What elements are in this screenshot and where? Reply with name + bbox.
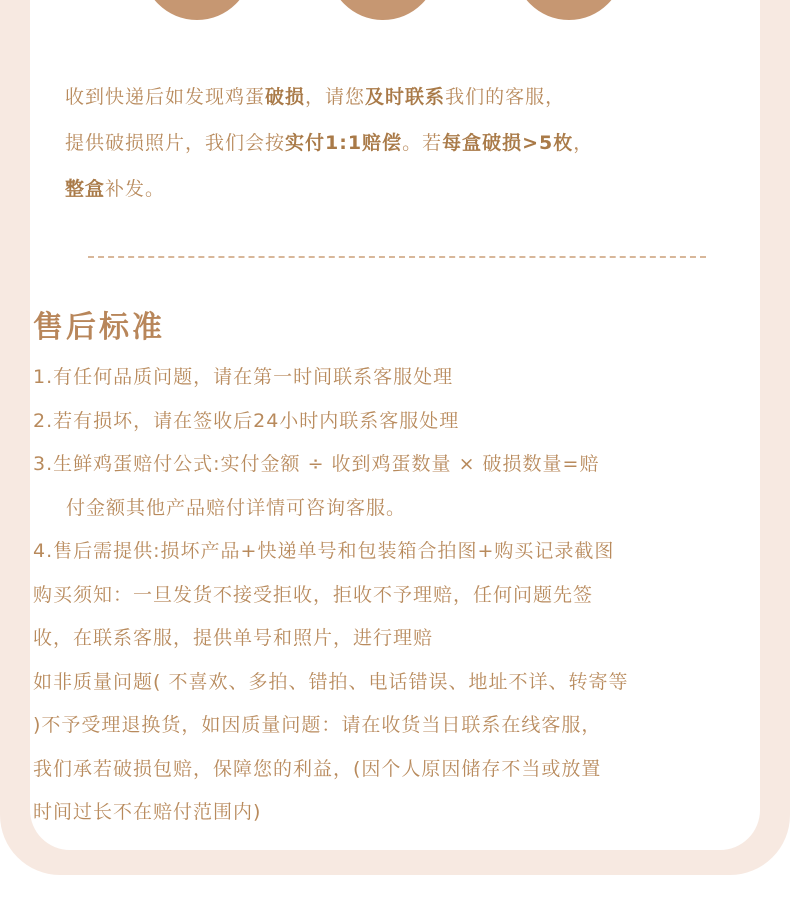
intro-bold: 破损	[265, 86, 306, 108]
intro-line-2	[65, 120, 705, 166]
rule-4: 4.售后需提供:损坏产品+快递单号和包装箱合拍图+购买记录截图	[33, 540, 615, 562]
intro-text: ，	[573, 132, 594, 154]
purchase-notice-2: 收，在联系客服，提供单号和照片，进行理赔	[33, 627, 434, 649]
purchase-notice-5: 我们承若破损包赔，保障您的利益，(因个人原因储存不当或放置	[33, 757, 602, 780]
intro-text: 收到快递后如发现鸡蛋	[65, 86, 266, 108]
intro-bold: 及时联系	[365, 86, 446, 108]
dashed-divider	[88, 256, 706, 258]
intro-text: 我们的客服，	[445, 86, 566, 108]
after-sales-rules	[33, 356, 733, 835]
purchase-notice-3: 如非质量问题( 不喜欢、多拍、错拍、电话错误、地址不详、转寄等	[33, 670, 629, 693]
intro-bold: 每盒破损>5枚	[442, 132, 574, 154]
rule-3-continued: 付金额其他产品赔付详情可咨询客服。	[66, 496, 407, 519]
damage-policy-intro	[65, 74, 705, 212]
intro-text: 补发。	[105, 178, 166, 200]
section-title: 售后标准	[33, 310, 165, 345]
purchase-notice-4: )不予受理退换货，如因质量问题：请在收货当日联系在线客服，	[33, 714, 602, 736]
intro-bold: 实付1:1赔偿	[285, 132, 403, 154]
purchase-notice-1: 购买须知：一旦发货不接受拒收，拒收不予理赔，任何问题先签	[33, 583, 594, 606]
decorative-circle-2	[328, 0, 438, 20]
intro-text: ，请您	[305, 86, 366, 108]
purchase-notice-6: 时间过长不在赔付范围内)	[33, 801, 262, 823]
intro-text: 。若	[402, 132, 443, 154]
intro-bold: 整盒	[65, 178, 106, 200]
decorative-circle-3	[514, 0, 624, 20]
rule-2: 2.若有损坏，请在签收后24小时内联系客服处理	[33, 409, 460, 432]
decorative-circle-1	[142, 0, 252, 20]
intro-text: 提供破损照片，我们会按	[65, 132, 286, 154]
rule-1: 1.有任何品质问题，请在第一时间联系客服处理	[33, 366, 454, 388]
intro-line-1	[65, 74, 705, 120]
intro-line-3	[65, 166, 705, 212]
rule-3: 3.生鲜鸡蛋赔付公式:实付金额 ÷ 收到鸡蛋数量 × 破损数量=赔	[33, 453, 600, 475]
